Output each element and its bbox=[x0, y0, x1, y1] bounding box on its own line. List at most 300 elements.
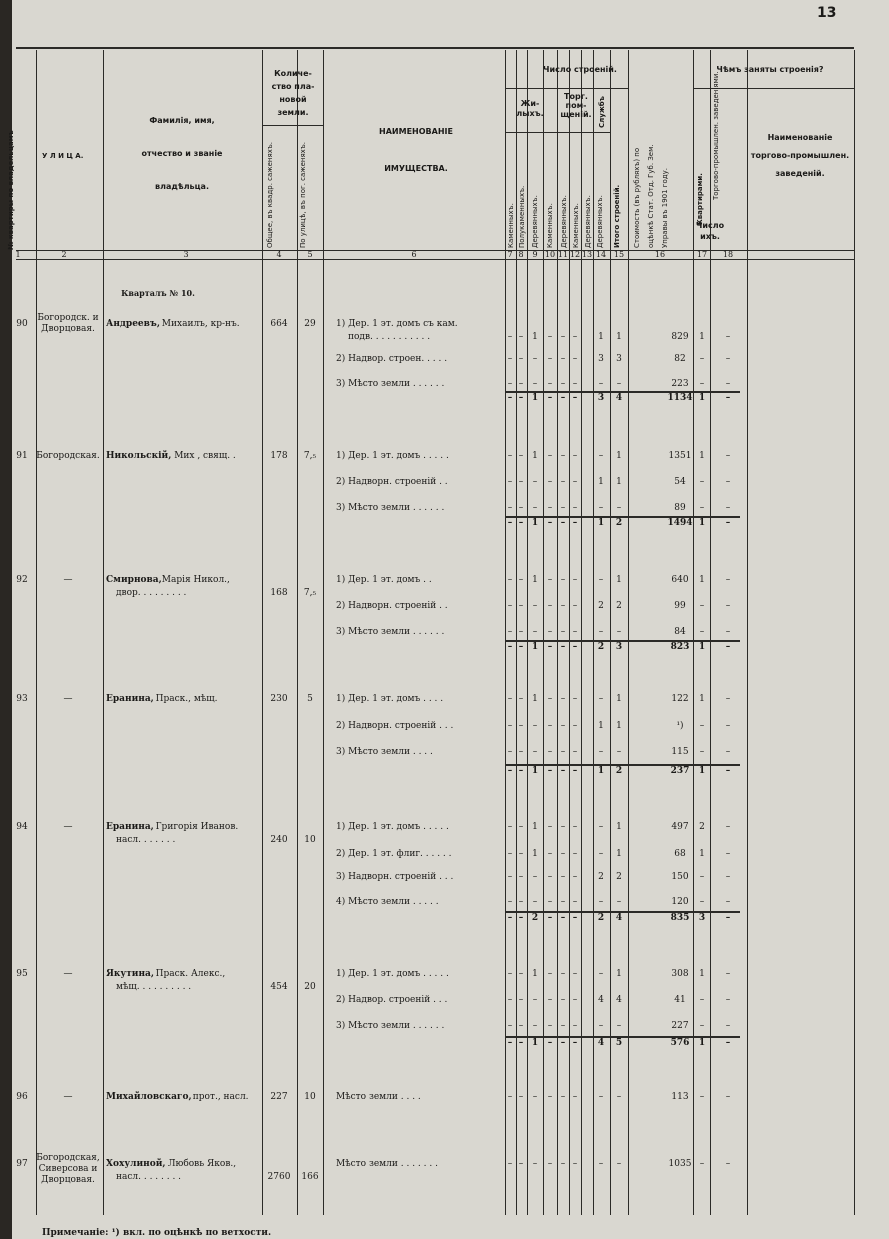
column-number: 18 bbox=[722, 250, 734, 259]
cell-13: 2 bbox=[598, 601, 604, 611]
header-subrule bbox=[505, 132, 610, 133]
cell-16: – bbox=[699, 872, 705, 882]
cell-10: – bbox=[547, 1021, 553, 1031]
header-total-buildings: Итого строеній. bbox=[613, 184, 621, 248]
total-cell-8: – bbox=[518, 913, 524, 923]
cell-8: – bbox=[518, 721, 524, 731]
cell-16: – bbox=[699, 379, 705, 389]
header-owner-line: Фамилія, имя, bbox=[149, 116, 215, 125]
cell-9: – bbox=[532, 627, 538, 637]
cell-7: – bbox=[507, 451, 513, 461]
cell-11: – bbox=[560, 822, 566, 832]
owner-details: Любовь Яков., bbox=[168, 1159, 237, 1169]
cell-13: – bbox=[598, 694, 604, 704]
total-cell-10: – bbox=[547, 642, 553, 652]
cell-10: – bbox=[547, 451, 553, 461]
owner-details: Мих , свящ. . bbox=[174, 451, 236, 461]
rule-line bbox=[323, 50, 324, 1215]
cell-11: – bbox=[560, 694, 566, 704]
cell-17: – bbox=[725, 694, 731, 704]
cell-13: – bbox=[598, 627, 604, 637]
cell-11: – bbox=[560, 379, 566, 389]
column-number: 9 bbox=[532, 250, 538, 259]
cell-10: – bbox=[547, 601, 553, 611]
total-cell-15: 1134 bbox=[667, 393, 693, 403]
cell-14: 1 bbox=[616, 575, 622, 585]
cell-13: – bbox=[598, 897, 604, 907]
total-cell-14: 4 bbox=[615, 913, 623, 923]
cell-11: – bbox=[560, 575, 566, 585]
header-owner-line: владѣльца. bbox=[155, 182, 209, 191]
total-cell-7: – bbox=[507, 393, 513, 403]
colnum-rule bbox=[16, 259, 854, 260]
owner-details: двор. . . . . . . . . bbox=[116, 588, 187, 598]
cell-8: – bbox=[518, 1159, 524, 1169]
rule-line bbox=[557, 50, 558, 1215]
total-cell-7: – bbox=[507, 766, 513, 776]
cell-7: – bbox=[507, 694, 513, 704]
land-area: 227 bbox=[270, 1092, 288, 1102]
total-cell-15: 576 bbox=[670, 1038, 690, 1048]
header-owner-line: отчество и званіе bbox=[141, 149, 223, 158]
cell-12: – bbox=[572, 477, 578, 487]
header-service: Службъ bbox=[598, 96, 606, 128]
cell-15: 122 bbox=[671, 694, 689, 704]
owner-surname: Михайловскаго, bbox=[106, 1092, 192, 1102]
cell-9: – bbox=[532, 503, 538, 513]
total-cell-14: 2 bbox=[615, 766, 623, 776]
header-sub-wood: Деревянныхъ. bbox=[560, 195, 568, 248]
total-cell-10: – bbox=[547, 766, 553, 776]
cell-12: – bbox=[572, 872, 578, 882]
total-cell-13: 2 bbox=[597, 913, 605, 923]
rule-line bbox=[593, 50, 594, 1215]
cell-11: – bbox=[560, 503, 566, 513]
cell-14: 1 bbox=[616, 721, 622, 731]
header-sub-wood: Деревянныхъ. bbox=[596, 195, 604, 248]
total-cell-16: 1 bbox=[698, 766, 706, 776]
owner-surname: Смирнова, bbox=[106, 575, 162, 585]
property-item: 2) Надворн. строеній . . . bbox=[336, 721, 454, 731]
cell-8: – bbox=[518, 601, 524, 611]
cell-11: – bbox=[560, 969, 566, 979]
total-cell-16: 1 bbox=[698, 1038, 706, 1048]
owner-details: Григорія Иванов. bbox=[155, 822, 239, 832]
total-cell-15: 835 bbox=[670, 913, 690, 923]
page-number: 13 bbox=[817, 5, 837, 21]
street-frontage: 20 bbox=[304, 982, 316, 992]
total-cell-9: 1 bbox=[531, 1038, 539, 1048]
total-cell-12: – bbox=[572, 642, 578, 652]
cell-15: 223 bbox=[671, 379, 689, 389]
cell-17: – bbox=[725, 1021, 731, 1031]
header-trade: пом- bbox=[565, 101, 587, 110]
street-frontage: 10 bbox=[304, 1092, 316, 1102]
cell-7: – bbox=[507, 721, 513, 731]
cell-10: – bbox=[547, 332, 553, 342]
cell-16: – bbox=[699, 1159, 705, 1169]
total-cell-11: – bbox=[560, 913, 566, 923]
total-cell-9: 1 bbox=[531, 518, 539, 528]
header-count-group: Число строеній. bbox=[543, 65, 617, 74]
cell-7: – bbox=[507, 354, 513, 364]
header-street: У Л И Ц А. bbox=[42, 152, 84, 160]
column-number: 15 bbox=[613, 250, 625, 259]
cell-17: – bbox=[725, 721, 731, 731]
cell-7: – bbox=[507, 897, 513, 907]
cell-15: 113 bbox=[671, 1092, 689, 1102]
header-living: Жи- bbox=[520, 99, 540, 108]
header-subrule bbox=[505, 88, 628, 89]
land-area: 240 bbox=[270, 835, 288, 845]
owner-details: насл. . . . . . . bbox=[116, 835, 176, 845]
cell-13: – bbox=[598, 849, 604, 859]
property-item: 3) Мѣсто земли . . . . . . bbox=[336, 503, 445, 513]
cell-8: – bbox=[518, 822, 524, 832]
cell-7: – bbox=[507, 601, 513, 611]
rule-line bbox=[297, 50, 298, 1215]
total-cell-15: 823 bbox=[670, 642, 690, 652]
cell-11: – bbox=[560, 995, 566, 1005]
rule-line bbox=[628, 50, 629, 1215]
cell-17: – bbox=[725, 1092, 731, 1102]
owner-surname: Еранина, bbox=[106, 694, 154, 704]
rule-line bbox=[36, 50, 37, 1215]
owner-details: Праск., мѣщ. bbox=[155, 694, 218, 704]
street-frontage: 10 bbox=[304, 835, 316, 845]
total-cell-15: 237 bbox=[670, 766, 690, 776]
header-sub-half: Полукаменныхъ. bbox=[518, 185, 526, 248]
cell-15: 99 bbox=[674, 601, 686, 611]
cell-8: – bbox=[518, 969, 524, 979]
quarter-title: Кварталъ № 10. bbox=[121, 288, 195, 298]
owner-details: прот., насл. bbox=[192, 1092, 249, 1102]
cell-14: – bbox=[616, 1092, 622, 1102]
cell-7: – bbox=[507, 822, 513, 832]
cell-9: 1 bbox=[532, 849, 538, 859]
cell-8: – bbox=[518, 332, 524, 342]
cell-13: 2 bbox=[598, 872, 604, 882]
cell-11: – bbox=[560, 477, 566, 487]
cell-9: – bbox=[532, 995, 538, 1005]
cell-14: – bbox=[616, 503, 622, 513]
cell-9: 1 bbox=[532, 822, 538, 832]
column-number: 14 bbox=[595, 250, 607, 259]
column-number: 3 bbox=[183, 250, 189, 259]
cell-16: – bbox=[699, 354, 705, 364]
cell-13: – bbox=[598, 747, 604, 757]
total-cell-7: – bbox=[507, 518, 513, 528]
rule-line bbox=[262, 50, 263, 1215]
street-name: Богородская. bbox=[36, 451, 100, 461]
total-cell-9: 1 bbox=[531, 393, 539, 403]
cell-10: – bbox=[547, 995, 553, 1005]
cell-17: – bbox=[725, 969, 731, 979]
cell-13: 3 bbox=[598, 354, 604, 364]
cell-12: – bbox=[572, 969, 578, 979]
cell-17: – bbox=[725, 503, 731, 513]
property-item: 3) Мѣсто земли . . . . . . bbox=[336, 627, 445, 637]
cell-11: – bbox=[560, 872, 566, 882]
total-cell-17: – bbox=[725, 642, 731, 652]
header-land-line: Количе- bbox=[274, 69, 312, 78]
owner-details: Михаилъ, кр-нъ. bbox=[161, 319, 240, 329]
cell-11: – bbox=[560, 601, 566, 611]
cell-10: – bbox=[547, 627, 553, 637]
header-trade-est: Торгово-промышлен. заведеніями. bbox=[712, 71, 720, 200]
cell-11: – bbox=[560, 451, 566, 461]
land-area: 168 bbox=[270, 588, 288, 598]
cell-9: – bbox=[532, 354, 538, 364]
cell-9: – bbox=[532, 379, 538, 389]
property-item: 3) Мѣсто земли . . . . . . bbox=[336, 379, 445, 389]
land-area: 664 bbox=[270, 319, 288, 329]
cell-16: 1 bbox=[699, 969, 705, 979]
cell-8: – bbox=[518, 897, 524, 907]
cell-13: – bbox=[598, 822, 604, 832]
cell-13: – bbox=[598, 379, 604, 389]
cell-7: – bbox=[507, 1092, 513, 1102]
cell-11: – bbox=[560, 627, 566, 637]
street-name: Сиверсова и bbox=[38, 1164, 98, 1174]
cell-12: – bbox=[572, 354, 578, 364]
street-frontage: 7,₅ bbox=[303, 588, 317, 598]
cell-11: – bbox=[560, 354, 566, 364]
cell-13: 1 bbox=[598, 721, 604, 731]
cell-17: – bbox=[725, 995, 731, 1005]
cell-14: 1 bbox=[616, 477, 622, 487]
cell-9: – bbox=[532, 601, 538, 611]
cell-15: 68 bbox=[674, 849, 686, 859]
record-number: 95 bbox=[16, 969, 28, 979]
cell-12: – bbox=[572, 503, 578, 513]
street-name: Дворцовая. bbox=[41, 1175, 95, 1185]
cell-14: 1 bbox=[616, 822, 622, 832]
cell-10: – bbox=[547, 1159, 553, 1169]
rule-line bbox=[505, 50, 506, 1215]
cell-16: – bbox=[699, 995, 705, 1005]
cell-7: – bbox=[507, 575, 513, 585]
property-item: 2) Дер. 1 эт. флиг. . . . . . bbox=[336, 849, 452, 859]
cell-11: – bbox=[560, 1021, 566, 1031]
property-item: 1) Дер. 1 эт. домъ . . . . . bbox=[336, 969, 449, 979]
column-number: 4 bbox=[276, 250, 282, 259]
cell-9: – bbox=[532, 1159, 538, 1169]
total-cell-8: – bbox=[518, 642, 524, 652]
cell-15: 829 bbox=[671, 332, 689, 342]
cell-17: – bbox=[725, 575, 731, 585]
record-number: 96 bbox=[16, 1092, 28, 1102]
owner-details: насл. . . . . . . . bbox=[116, 1172, 182, 1182]
land-area: 454 bbox=[270, 982, 288, 992]
header-sub-stone: Каменныхъ. bbox=[507, 203, 515, 248]
cell-8: – bbox=[518, 995, 524, 1005]
cell-16: – bbox=[699, 601, 705, 611]
cell-17: – bbox=[725, 872, 731, 882]
cell-15: 120 bbox=[671, 897, 689, 907]
cell-8: – bbox=[518, 747, 524, 757]
cell-12: – bbox=[572, 747, 578, 757]
cell-10: – bbox=[547, 872, 553, 882]
total-cell-11: – bbox=[560, 393, 566, 403]
cell-11: – bbox=[560, 721, 566, 731]
cell-7: – bbox=[507, 1021, 513, 1031]
cell-10: – bbox=[547, 849, 553, 859]
cell-8: – bbox=[518, 1021, 524, 1031]
cell-16: – bbox=[699, 477, 705, 487]
cell-8: – bbox=[518, 1092, 524, 1102]
land-area: 178 bbox=[270, 451, 288, 461]
total-cell-7: – bbox=[507, 913, 513, 923]
cell-15: 89 bbox=[674, 503, 686, 513]
total-cell-8: – bbox=[518, 766, 524, 776]
cell-8: – bbox=[518, 575, 524, 585]
total-cell-15: 1494 bbox=[667, 518, 693, 528]
cell-10: – bbox=[547, 503, 553, 513]
cell-9: – bbox=[532, 1092, 538, 1102]
total-cell-12: – bbox=[572, 518, 578, 528]
cell-11: – bbox=[560, 849, 566, 859]
cell-7: – bbox=[507, 995, 513, 1005]
cell-11: – bbox=[560, 1092, 566, 1102]
total-cell-17: – bbox=[725, 393, 731, 403]
cell-17: – bbox=[725, 1159, 731, 1169]
cell-11: – bbox=[560, 897, 566, 907]
property-item: 2) Надвор. строен. . . . . bbox=[336, 354, 448, 364]
cell-14: 2 bbox=[616, 872, 622, 882]
cell-17: – bbox=[725, 379, 731, 389]
cell-15: 1351 bbox=[668, 451, 692, 461]
property-item: 2) Надвор. строеній . . . bbox=[336, 995, 448, 1005]
cell-15: 54 bbox=[674, 477, 686, 487]
property-item: Мѣсто земли . . . . bbox=[336, 1092, 421, 1102]
cell-8: – bbox=[518, 694, 524, 704]
header-property: НАИМЕНОВАНІЕ bbox=[379, 127, 453, 136]
total-cell-12: – bbox=[572, 913, 578, 923]
total-cell-11: – bbox=[560, 766, 566, 776]
cell-10: – bbox=[547, 354, 553, 364]
cell-11: – bbox=[560, 747, 566, 757]
header-apartments: Квартирами. bbox=[696, 173, 704, 225]
cell-12: – bbox=[572, 1092, 578, 1102]
document-page bbox=[7, 0, 889, 1239]
column-number: 16 bbox=[654, 250, 666, 259]
property-item: подв. . . . . . . . . . . bbox=[348, 332, 431, 342]
cell-10: – bbox=[547, 379, 553, 389]
cell-17: – bbox=[725, 897, 731, 907]
cell-15: 308 bbox=[671, 969, 689, 979]
cell-12: – bbox=[572, 601, 578, 611]
total-cell-17: – bbox=[725, 766, 731, 776]
total-cell-17: – bbox=[725, 518, 731, 528]
cell-12: – bbox=[572, 822, 578, 832]
record-number: 92 bbox=[16, 575, 28, 585]
cell-7: – bbox=[507, 627, 513, 637]
total-cell-14: 3 bbox=[615, 642, 623, 652]
cell-10: – bbox=[547, 1092, 553, 1102]
header-value: Управы въ 1901 году. bbox=[661, 168, 669, 248]
total-cell-17: – bbox=[725, 1038, 731, 1048]
record-number: 97 bbox=[16, 1159, 28, 1169]
cell-10: – bbox=[547, 477, 553, 487]
cell-17: – bbox=[725, 354, 731, 364]
owner-surname: Никольскій, bbox=[106, 451, 172, 461]
column-number: 6 bbox=[411, 250, 417, 259]
cell-8: – bbox=[518, 379, 524, 389]
cell-14: 2 bbox=[616, 601, 622, 611]
cell-14: 1 bbox=[616, 969, 622, 979]
cell-9: 1 bbox=[532, 575, 538, 585]
header-est-name: Наименованіе bbox=[767, 133, 833, 142]
cell-17: – bbox=[725, 451, 731, 461]
total-cell-17: – bbox=[725, 913, 731, 923]
cell-14: – bbox=[616, 897, 622, 907]
cell-15: 497 bbox=[671, 822, 689, 832]
total-cell-8: – bbox=[518, 393, 524, 403]
cell-10: – bbox=[547, 969, 553, 979]
owner-surname: Якутина, bbox=[106, 969, 155, 979]
rule-line bbox=[854, 50, 855, 1215]
cell-16: – bbox=[699, 897, 705, 907]
header-land-line: новой bbox=[279, 95, 307, 104]
street-name: — bbox=[63, 575, 73, 585]
column-number: 5 bbox=[307, 250, 313, 259]
column-number: 12 bbox=[569, 250, 581, 259]
header-sub-stone: Каменныхъ. bbox=[546, 203, 554, 248]
cell-12: – bbox=[572, 1159, 578, 1169]
cell-12: – bbox=[572, 379, 578, 389]
record-number: 90 bbox=[16, 319, 28, 329]
column-number: 7 bbox=[507, 250, 513, 259]
cell-15: ¹) bbox=[676, 721, 684, 731]
cell-13: – bbox=[598, 1159, 604, 1169]
cell-12: – bbox=[572, 332, 578, 342]
cell-16: 1 bbox=[699, 451, 705, 461]
total-cell-16: 1 bbox=[698, 518, 706, 528]
cell-12: – bbox=[572, 1021, 578, 1031]
total-cell-13: 1 bbox=[597, 518, 605, 528]
rule-line bbox=[569, 50, 570, 1215]
cell-8: – bbox=[518, 477, 524, 487]
cell-10: – bbox=[547, 747, 553, 757]
total-cell-10: – bbox=[547, 518, 553, 528]
cell-15: 1035 bbox=[668, 1159, 692, 1169]
header-sub-wood: Деревянныхъ. bbox=[584, 195, 592, 248]
street-frontage: 166 bbox=[301, 1172, 319, 1182]
cell-13: – bbox=[598, 575, 604, 585]
cell-12: – bbox=[572, 897, 578, 907]
cell-16: – bbox=[699, 627, 705, 637]
cell-14: 1 bbox=[616, 694, 622, 704]
cell-12: – bbox=[572, 849, 578, 859]
cell-13: – bbox=[598, 1021, 604, 1031]
cell-7: – bbox=[507, 969, 513, 979]
total-cell-14: 4 bbox=[615, 393, 623, 403]
record-number: 91 bbox=[16, 451, 28, 461]
cell-10: – bbox=[547, 822, 553, 832]
cell-13: – bbox=[598, 969, 604, 979]
rule-line bbox=[747, 50, 748, 1215]
total-cell-11: – bbox=[560, 1038, 566, 1048]
cell-8: – bbox=[518, 354, 524, 364]
cell-17: – bbox=[725, 601, 731, 611]
rule-line bbox=[581, 50, 582, 1215]
header-value: Стоимость (въ рубляхъ) по bbox=[633, 147, 641, 248]
owner-surname: Хохулиной, bbox=[106, 1159, 166, 1169]
street-name: — bbox=[63, 694, 73, 704]
land-area: 230 bbox=[270, 694, 288, 704]
cell-9: – bbox=[532, 1021, 538, 1031]
